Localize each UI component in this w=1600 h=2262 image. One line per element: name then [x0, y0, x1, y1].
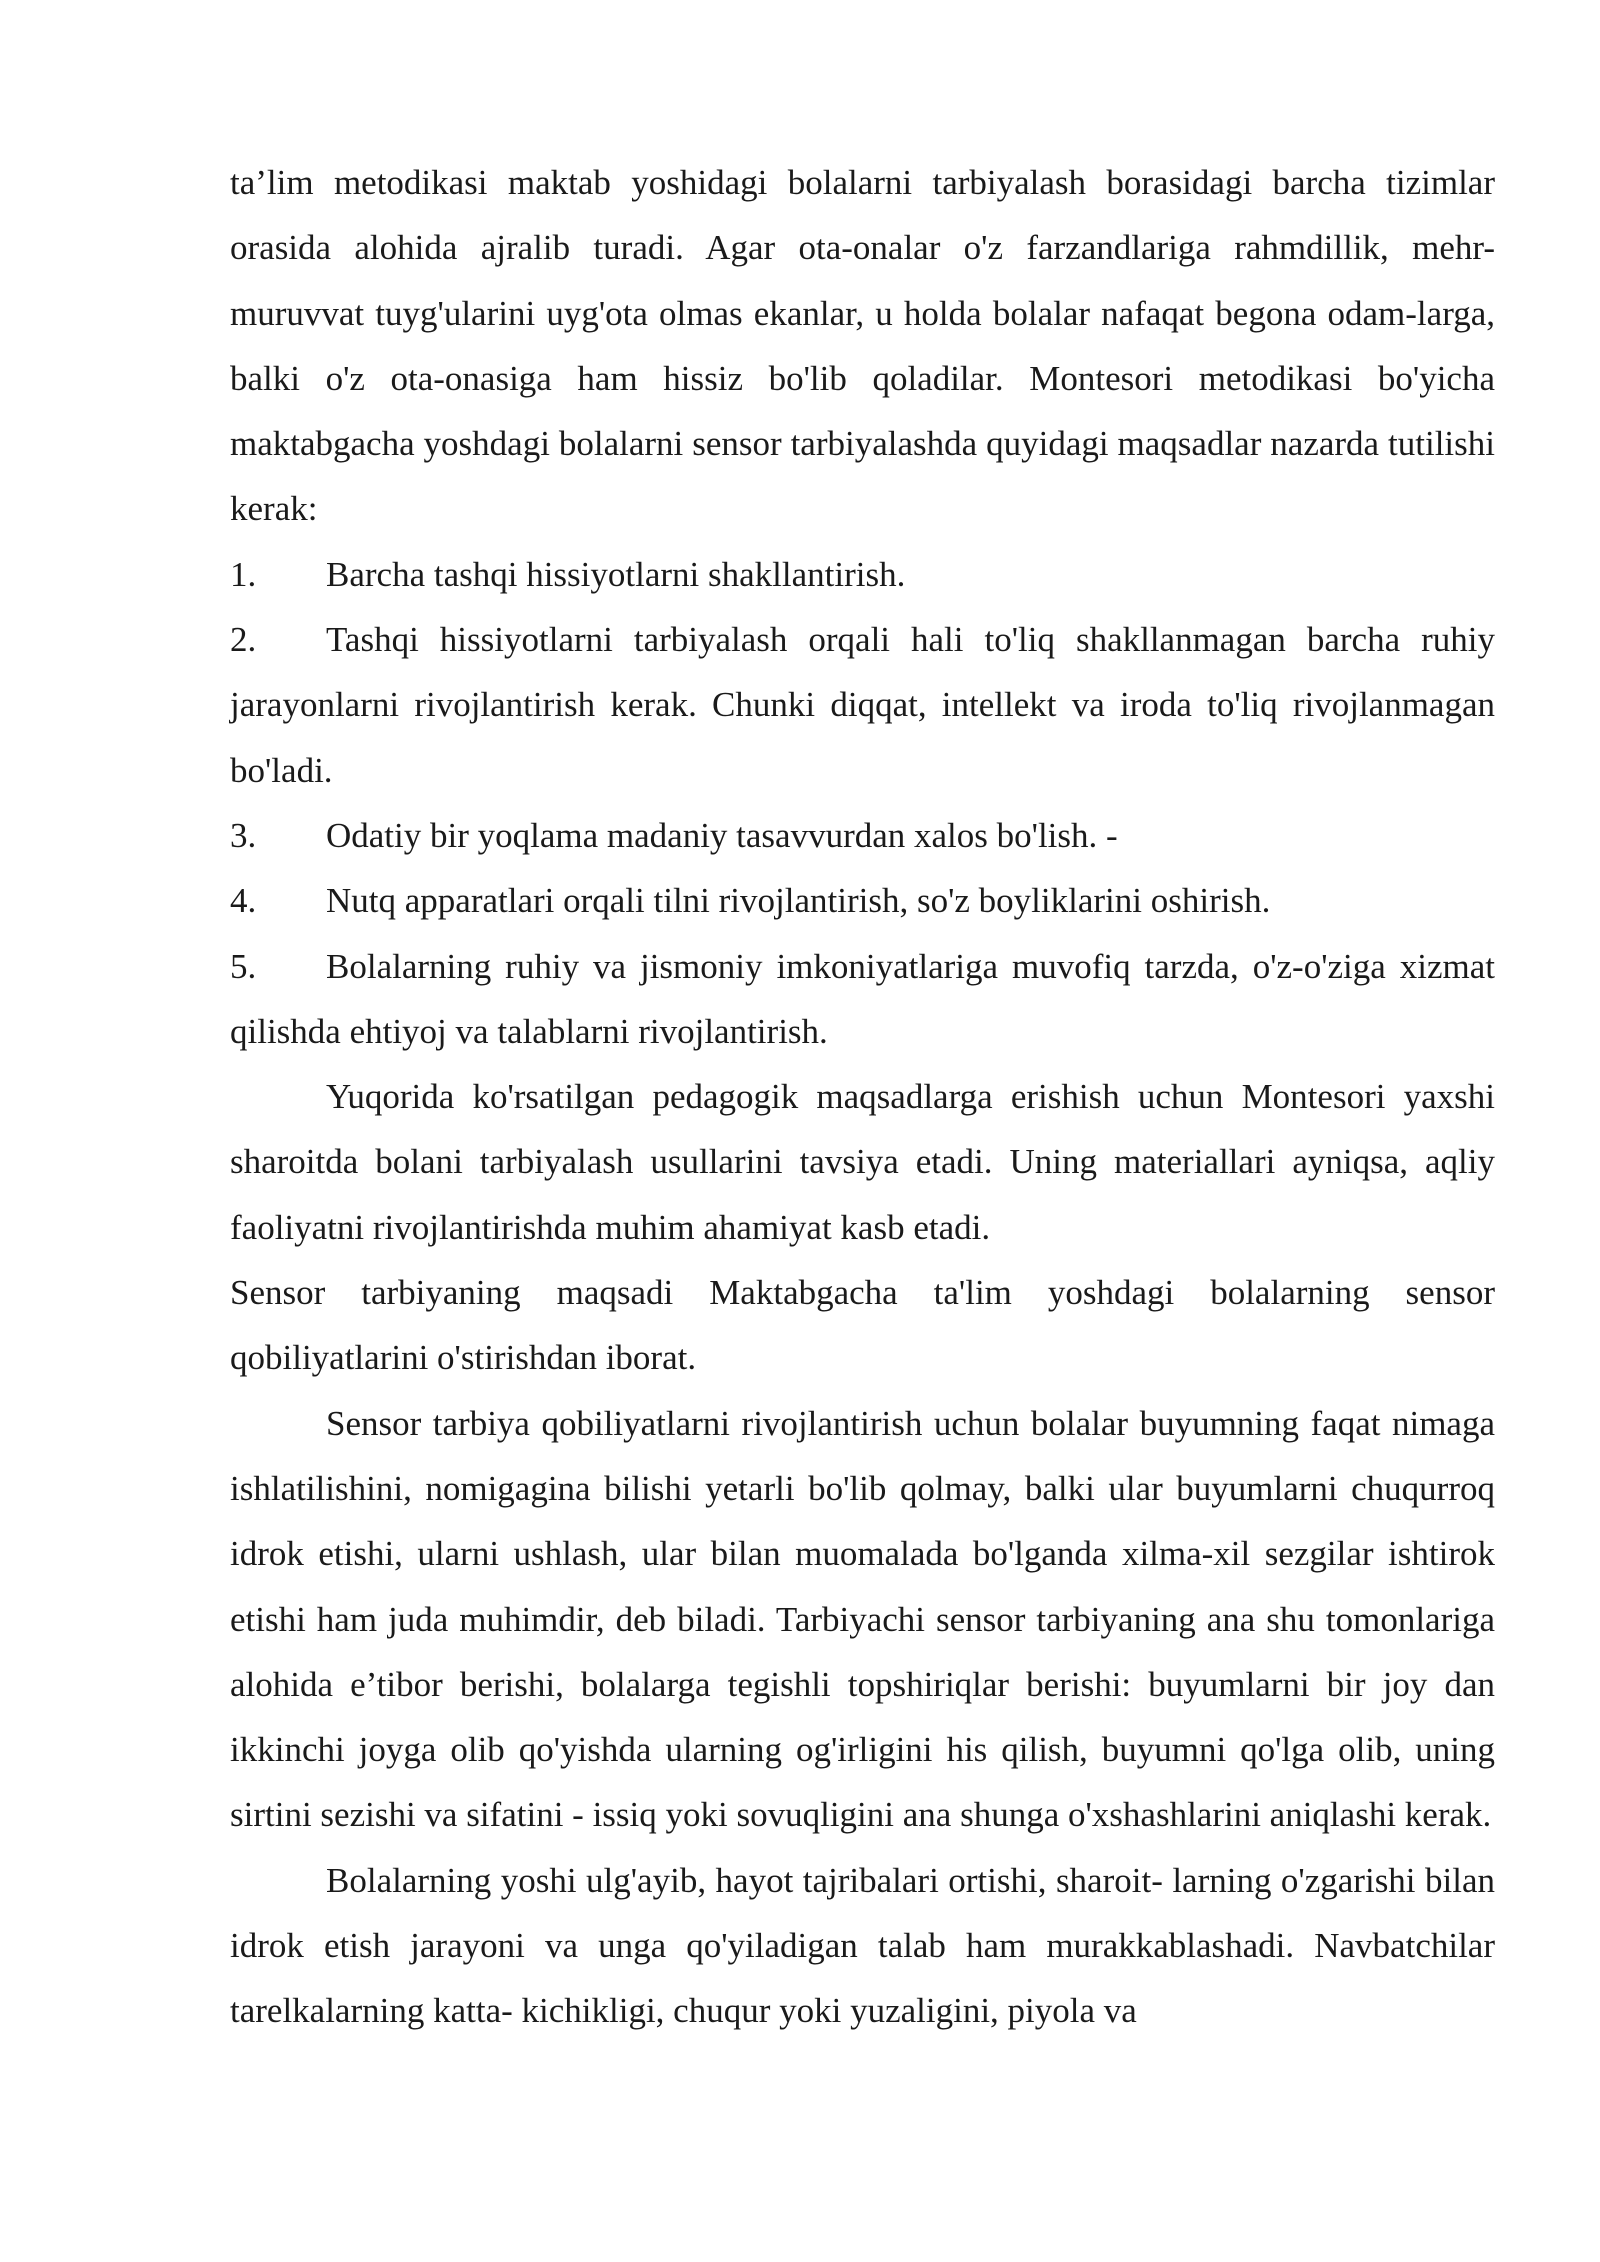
paragraph-sensor-goal: Sensor tarbiyaning maqsadi Maktabgacha ta'lim yoshdagi bolalarning sensor qobiliyatlarini o'stirishdan iborat. — [230, 1273, 1495, 1378]
paragraph-sensor-abilities: Sensor tarbiya qobiliyatlarni rivojlantirish uchun bolalar buyumning faqat nimaga ishlatilishini, nomigagina bilishi yetarli bo'lib qolmay, balki ular buyumlarni chuqurroq idrok etishi, ularni ushlash, ular bilan muomalada bo'lganda xilma-xil sezgilar ishtirok etishi ham juda muhimdir, deb biladi. Tarbiyachi sensor tarbiyaning ana shu tomonlariga alohida e’tibor berishi, bolalarga tegishli topshiriqlar berishi: buyumlarni bir joy dan ikkinchi joyga olib qo'yishda ularning og'irligini his qilish, buyumni qo'lga olib, uning sirtini sezishi va sifatini - issiq yoki sovuqligini ana shunga o'xshashlarini aniqlashi kerak. — [230, 1403, 1495, 1835]
paragraph-perception: Bolalarning yoshi ulg'ayib, hayot tajribalari ortishi, sharoit- larning o'zgarishi bilan idrok etish jarayoni va unga qo'yiladigan talab ham murakkablashadi. Navbatchilar tarelkalarning katta- kichikligi, chuqur yoki yuzaligini, piyola va — [230, 1860, 1495, 2031]
list-number: 2. — [230, 620, 257, 660]
list-item — [230, 934, 1495, 1065]
paragraph-intro: ta’lim metodikasi maktab yoshidagi bolalarni tarbiyalash borasidagi barcha tizimlar orasida alohida ajralib turadi. Agar ota-onalar o'z farzandlariga rahmdillik, mehr-muruvvat tuyg'ularini uyg'ota olmas ekanlar, u holda bolalar nafaqat begona odam-larga, balki o'z ota-onasiga ham hissiz bo'lib qoladilar. Montesori metodikasi bo'yicha maktabgacha yoshdagi bolalarni sensor tarbiyalashda quyidagi maqsadlar nazarda tutilishi kerak: — [230, 163, 1495, 529]
list-text: Barcha tashqi hissiyotlarni shakllantirish. — [326, 554, 906, 594]
list-number: 5. — [230, 946, 257, 986]
list-number: 3. — [230, 815, 257, 855]
list-item — [230, 542, 1495, 607]
paragraph-montesori-methods: Yuqorida ko'rsatilgan pedagogik maqsadlarga erishish uchun Montesori yaxshi sharoitda bolani tarbiyalash usullarini tavsiya etadi. Uning materiallari ayniqsa, aqliy faoliyatni rivojlantirishda muhim ahamiyat kasb etadi. — [230, 1077, 1495, 1247]
document-page — [230, 150, 1495, 2044]
list-number: 1. — [230, 554, 257, 594]
list-item — [230, 607, 1495, 803]
list-text: Nutq apparatlari orqali tilni rivojlantirish, so'z boyliklarini oshirish. — [326, 881, 1271, 921]
list-item — [230, 868, 1495, 933]
list-item — [230, 803, 1495, 868]
list-number: 4. — [230, 881, 257, 921]
list-text: Odatiy bir yoqlama madaniy tasavvurdan xalos bo'lish. - — [326, 815, 1118, 855]
goals-list — [230, 542, 1495, 1064]
list-text: Bolalarning ruhiy va jismoniy imkoniyatlariga muvofiq tarzda, o'z-o'ziga xizmat qilishda ehtiyoj va talablarni rivojlantirish. — [230, 946, 1495, 1051]
list-text: Tashqi hissiyotlarni tarbiyalash orqali hali to'liq shakllanmagan barcha ruhiy jarayonlarni rivojlantirish kerak. Chunki diqqat, intellekt va iroda to'liq rivojlanmagan bo'ladi. — [230, 620, 1495, 790]
